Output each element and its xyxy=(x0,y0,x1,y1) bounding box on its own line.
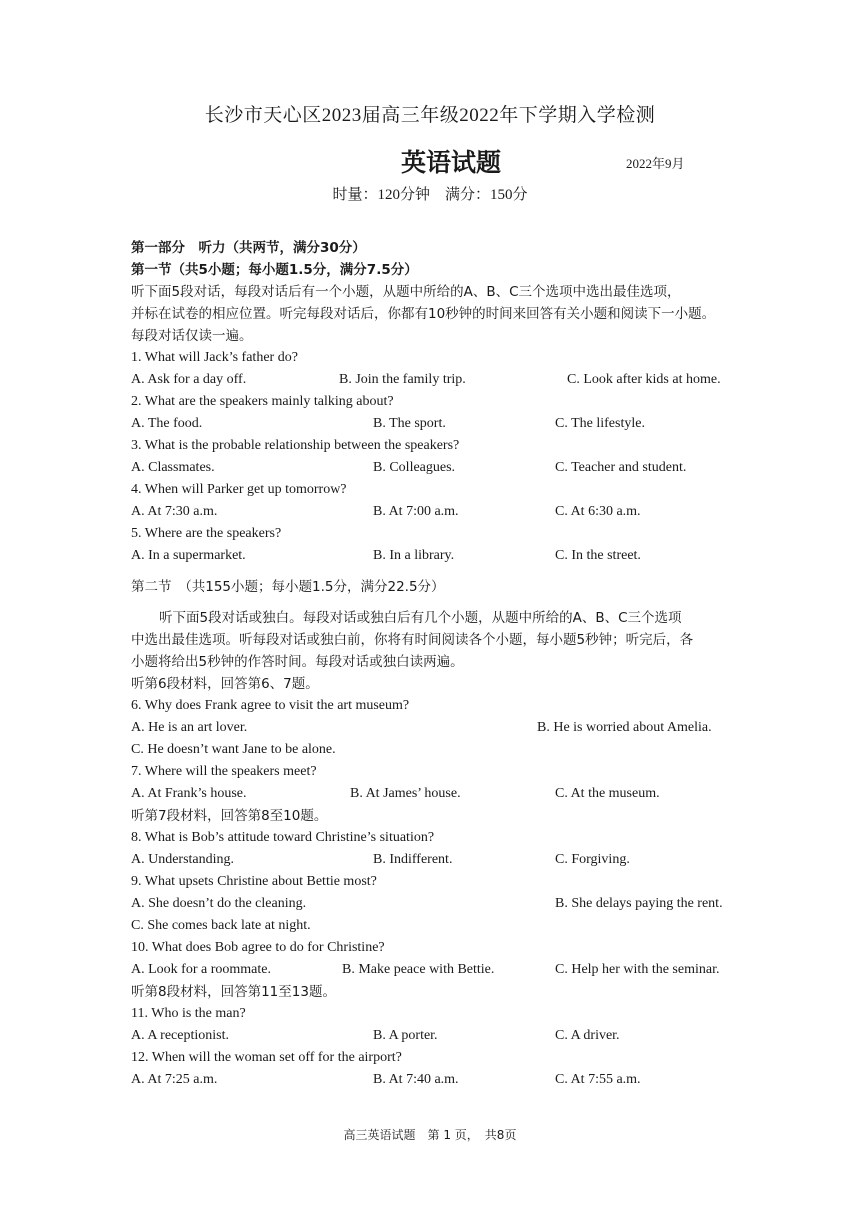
question-text: 8. What is Bob’s attitude toward Christine’s situation? xyxy=(131,830,435,845)
subject-title: 英语试题 xyxy=(401,148,502,177)
option-c: C. At 7:55 a.m. xyxy=(555,1072,641,1087)
option-a: A. At 7:30 a.m. xyxy=(131,504,218,519)
question-text: 9. What upsets Christine about Bettie most? xyxy=(131,874,377,889)
exam-date: 2022年9月 xyxy=(626,156,685,171)
material-heading: 听第7段材料，回答第8至10题。 xyxy=(131,808,328,824)
option-a: A. Understanding. xyxy=(131,852,235,867)
options-row xyxy=(131,1069,771,1091)
option-c: C. Look after kids at home. xyxy=(567,372,721,387)
question-text: 7. Where will the speakers meet? xyxy=(131,764,317,779)
option-c: C. Forgiving. xyxy=(555,852,630,867)
option-a: A. Look for a roommate. xyxy=(131,962,271,977)
options-row xyxy=(131,501,771,523)
option-c: C. A driver. xyxy=(555,1028,620,1043)
section1-instruction-line: 听下面5段对话，每段对话后有一个小题，从题中所给的A、B、C三个选项中选出最佳选项， xyxy=(131,284,681,300)
option-a: A. She doesn’t do the cleaning. xyxy=(131,896,307,911)
option-b: B. At 7:40 a.m. xyxy=(373,1072,459,1087)
question-text: 10. What does Bob agree to do for Christine? xyxy=(131,940,385,955)
section2-title: 第二节 （共155小题；每小题1.5分，满分22.5分） xyxy=(131,579,445,595)
options-row xyxy=(131,849,771,871)
option-b: B. Make peace with Bettie. xyxy=(342,962,495,977)
option-b: B. At 7:00 a.m. xyxy=(373,504,459,519)
option-c: C. The lifestyle. xyxy=(555,416,645,431)
page-footer: 高三英语试题 第 1 页， 共8页 xyxy=(343,1128,517,1142)
option-c: C. Help her with the seminar. xyxy=(555,962,720,977)
part1-title: 第一部分 听力（共两节，满分30分） xyxy=(131,240,366,256)
option-a: A. At Frank’s house. xyxy=(131,786,247,801)
section2-instruction-line: 小题将给出5秒钟的作答时间。每段对话或独白读两遍。 xyxy=(131,654,464,670)
exam-content xyxy=(131,237,771,1091)
option-b: B. Indifferent. xyxy=(373,852,453,867)
option-b: B. In a library. xyxy=(373,548,455,563)
question-text: 2. What are the speakers mainly talking about? xyxy=(131,394,394,409)
option-a: A. In a supermarket. xyxy=(131,548,246,563)
option-b: B. Join the family trip. xyxy=(339,372,466,387)
options-row xyxy=(131,717,771,739)
option-a: A. At 7:25 a.m. xyxy=(131,1072,218,1087)
question-text: 11. Who is the man? xyxy=(131,1006,246,1021)
option-c: C. She comes back late at night. xyxy=(131,918,311,933)
option-b: B. A porter. xyxy=(373,1028,438,1043)
options-row xyxy=(131,413,771,435)
options-row xyxy=(131,893,771,915)
section1-instruction-line: 每段对话仅读一遍。 xyxy=(131,328,253,344)
option-a: A. He is an art lover. xyxy=(131,720,248,735)
option-a: A. A receptionist. xyxy=(131,1028,229,1043)
option-a: A. Classmates. xyxy=(131,460,215,475)
option-b: B. He is worried about Amelia. xyxy=(537,720,712,735)
options-row xyxy=(131,369,771,391)
option-c: C. At 6:30 a.m. xyxy=(555,504,641,519)
option-c: C. At the museum. xyxy=(555,786,660,801)
section1-title: 第一节（共5小题；每小题1.5分，满分7.5分） xyxy=(131,262,418,278)
section2-instruction-line: 听下面5段对话或独白。每段对话或独白后有几个小题，从题中所给的A、B、C三个选项 xyxy=(159,610,682,626)
exam-timing: 时量：120分钟 满分：150分 xyxy=(332,187,528,203)
question-text: 12. When will the woman set off for the airport? xyxy=(131,1050,402,1065)
option-a: A. Ask for a day off. xyxy=(131,372,247,387)
option-c: C. In the street. xyxy=(555,548,641,563)
option-a: A. The food. xyxy=(131,416,203,431)
material-heading: 听第8段材料，回答第11至13题。 xyxy=(131,984,336,1000)
question-text: 6. Why does Frank agree to visit the art museum? xyxy=(131,698,410,713)
option-b: B. Colleagues. xyxy=(373,460,456,475)
section1-instruction-line: 并标在试卷的相应位置。听完每段对话后，你都有10秒钟的时间来回答有关小题和阅读下一小题。 xyxy=(131,306,716,322)
question-text: 5. Where are the speakers? xyxy=(131,526,282,541)
material-heading: 听第6段材料，回答第6、7题。 xyxy=(131,676,319,692)
question-text: 1. What will Jack’s father do? xyxy=(131,350,298,365)
option-c: C. Teacher and student. xyxy=(555,460,687,475)
exam-title: 长沙市天心区2023届高三年级2022年下学期入学检测 xyxy=(204,105,656,126)
option-b: B. The sport. xyxy=(373,416,446,431)
options-row xyxy=(131,1025,771,1047)
section2-instruction-line: 中选出最佳选项。听每段对话或独白前，你将有时间阅读各个小题，每小题5秒钟；听完后，各 xyxy=(131,632,694,648)
options-row xyxy=(131,959,771,981)
option-b: B. At James’ house. xyxy=(350,786,461,801)
question-text: 4. When will Parker get up tomorrow? xyxy=(131,482,347,497)
options-row xyxy=(131,457,771,479)
options-row xyxy=(131,545,771,567)
option-c: C. He doesn’t want Jane to be alone. xyxy=(131,742,336,757)
question-text: 3. What is the probable relationship between the speakers? xyxy=(131,438,460,453)
option-b: B. She delays paying the rent. xyxy=(555,896,723,911)
options-row xyxy=(131,783,771,805)
